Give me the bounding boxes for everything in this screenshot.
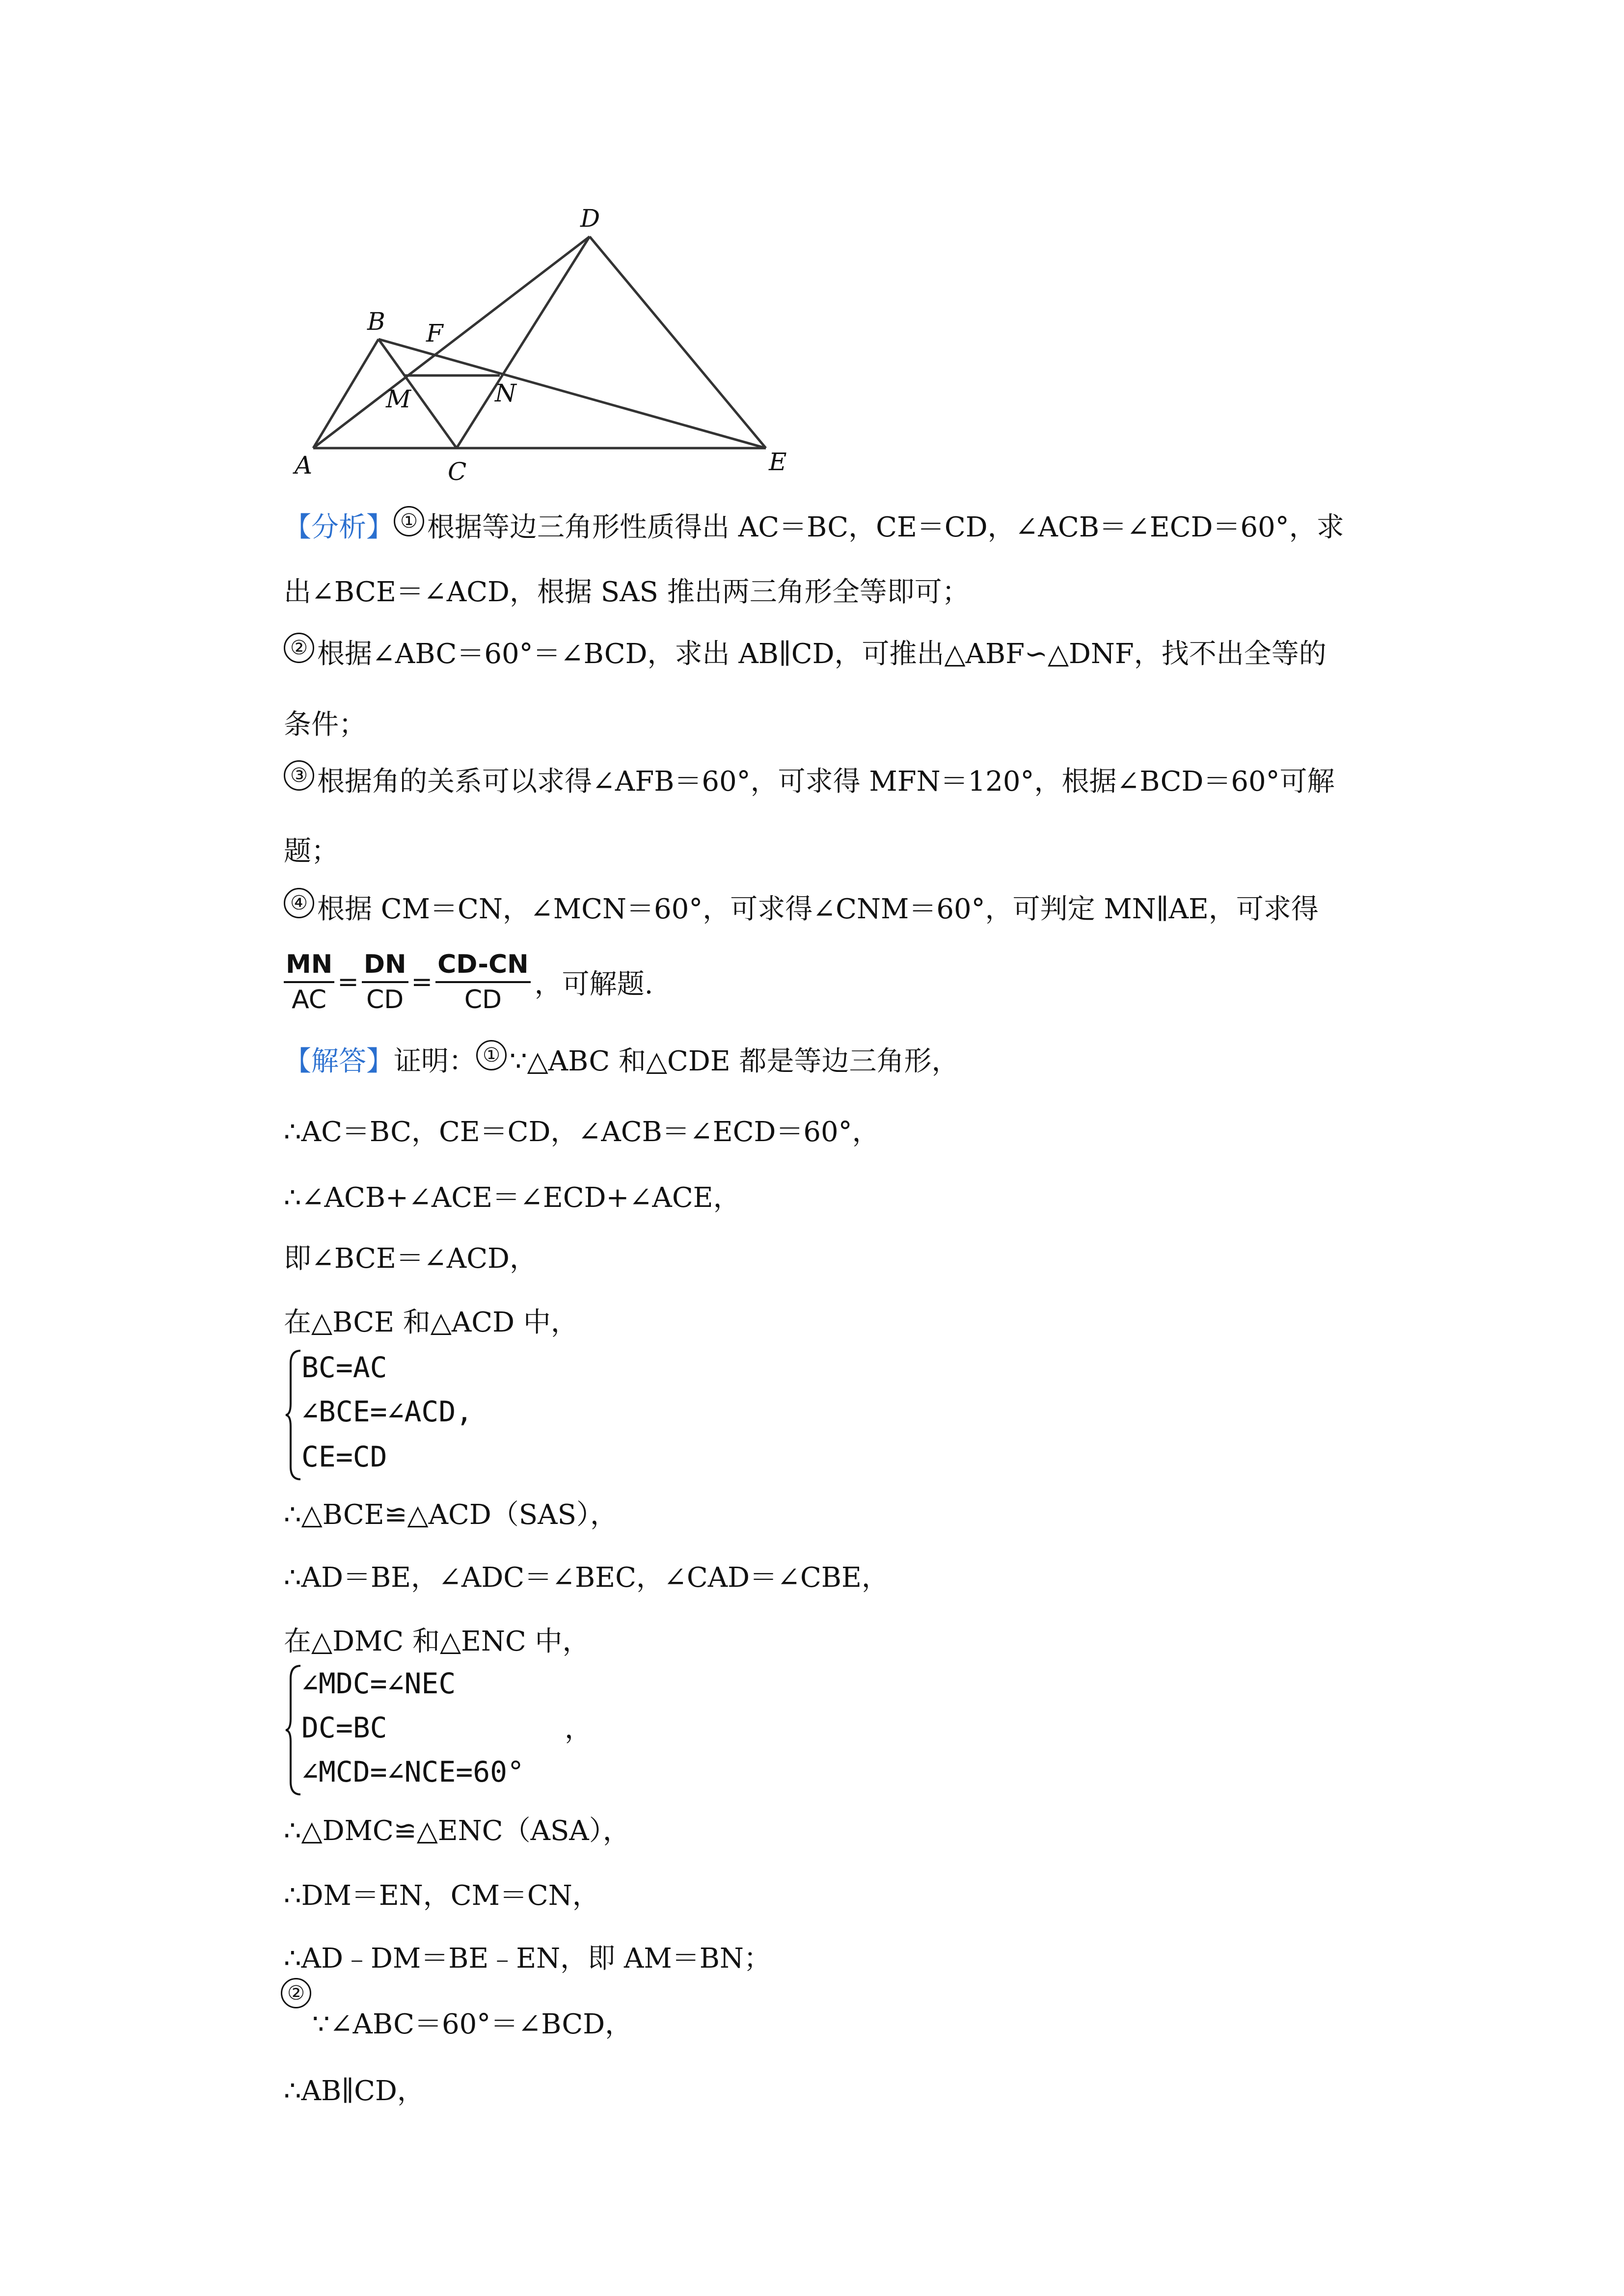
answer-text-1: ∵△ABC 和△CDE 都是等边三角形， [510,1045,959,1077]
analysis-text-2: 出∠BCE＝∠ACD，根据 SAS 推出两三角形全等即可； [284,576,970,608]
analysis-text-7: 根据 CM＝CN，∠MCN＝60°，可求得∠CNM＝60°，可判定 MN∥AE，可求得 [317,893,1319,925]
answer-line-6 [284,1493,618,1532]
answer-text-7: ∴AD＝BE，∠ADC＝∠BEC，∠CAD＝∠CBE， [284,1562,889,1594]
analysis-tag: 【分析】 [284,511,394,543]
equals-sign-2: = [411,967,433,997]
equals-sign-1: = [337,967,359,997]
system-1-row-1: BC=AC [301,1351,387,1384]
system-2-row-3: ∠MCD=∠NCE=60° [301,1755,524,1789]
analysis-line-2 [284,570,970,610]
system-2-tail: ， [565,1713,592,1745]
fraction-cdcn-cd: $\frac{CD-CN}{CD}$ [435,950,531,1015]
answer-text-13: ∴AB∥CD， [284,2075,425,2107]
answer-circled-number-1: ① [476,1040,507,1070]
answer-text-12: ∵∠ABC＝60°＝∠BCD， [312,2008,633,2040]
analysis-line-5 [284,760,1335,799]
system-1-row-2: ∠BCE=∠ACD, [301,1395,473,1428]
label-b: B [367,307,385,336]
geometry-figure [275,201,795,496]
analysis-text-8: ，可解题. [534,968,653,1000]
circled-number-4: ④ [284,888,314,918]
answer-line-5 [284,1301,578,1340]
fraction-dn-cd: $\frac{DN}{CD}$ [362,950,408,1015]
answer-line-7 [284,1556,889,1595]
analysis-text-5: 根据角的关系可以求得∠AFB＝60°，可求得 MFN＝120°，根据∠BCD＝60°可解 [317,766,1335,798]
answer-text-3: ∴∠ACB+∠ACE＝∠ECD+∠ACE， [284,1182,741,1214]
analysis-line-3 [284,632,1326,671]
analysis-line-1 [284,506,1344,545]
label-n: N [495,379,516,407]
answer-line-12 [312,2002,632,2042]
circled-number-2: ② [284,633,314,663]
answer-text-10: ∴DM＝EN，CM＝CN， [284,1880,600,1912]
answer-line-2 [284,1110,880,1149]
answer-line-9 [284,1809,630,1848]
answer-text-5: 在△BCE 和△ACD 中， [284,1307,578,1338]
left-brace-1 [284,1349,303,1481]
answer-line-3 [284,1176,741,1215]
answer-text-11: ∴AD﹣DM＝BE﹣EN，即 AM＝BN； [284,1943,771,1975]
answer-line-10 [284,1874,600,1913]
left-brace-2 [284,1664,303,1796]
analysis-text-1: 根据等边三角形性质得出 AC＝BC，CE＝CD，∠ACB＝∠ECD＝60°，求 [427,511,1344,543]
label-m: M [386,385,411,413]
circled-number-1: ① [394,506,424,536]
answer-circled-2-line [281,1978,314,2015]
answer-text-8: 在△DMC 和△ENC 中， [284,1626,590,1657]
circled-number-3: ③ [284,760,314,791]
answer-tag: 【解答】 [284,1045,394,1077]
label-a: A [295,451,313,480]
answer-line-11 [284,1937,771,1976]
label-d: D [580,204,600,233]
analysis-line-6 [284,829,339,869]
system-2-row-1: ∠MDC=∠NEC [301,1667,456,1700]
analysis-text-6: 题； [284,835,339,867]
analysis-line-4 [284,703,366,742]
fraction-equation [284,950,653,1015]
answer-text-2: ∴AC＝BC，CE＝CD，∠ACB＝∠ECD＝60°， [284,1116,880,1148]
answer-text-4: 即∠BCE＝∠ACD， [284,1243,537,1275]
answer-line-13 [284,2069,425,2109]
answer-lead: 证明： [394,1045,476,1077]
analysis-text-4: 条件； [284,709,366,741]
answer-text-9: ∴△DMC≌△ENC（ASA）， [284,1815,630,1847]
fraction-mn-ac: $\frac{MN}{AC}$ [284,950,334,1015]
answer-circled-number-2: ② [281,1978,311,2008]
answer-line-8 [284,1620,590,1659]
analysis-line-7 [284,887,1319,927]
answer-text-6: ∴△BCE≌△ACD（SAS）， [284,1499,618,1531]
label-e: E [769,448,787,476]
system-2-row-2: DC=BC [301,1711,387,1744]
answer-line-1 [284,1040,959,1079]
answer-line-4 [284,1237,537,1276]
system-1-row-3: CE=CD [301,1440,387,1473]
label-c: C [448,457,467,486]
analysis-text-3: 根据∠ABC＝60°＝∠BCD，求出 AB∥CD，可推出△ABF∽△DNF，找不出全等的 [317,638,1326,670]
label-f: F [426,319,443,347]
